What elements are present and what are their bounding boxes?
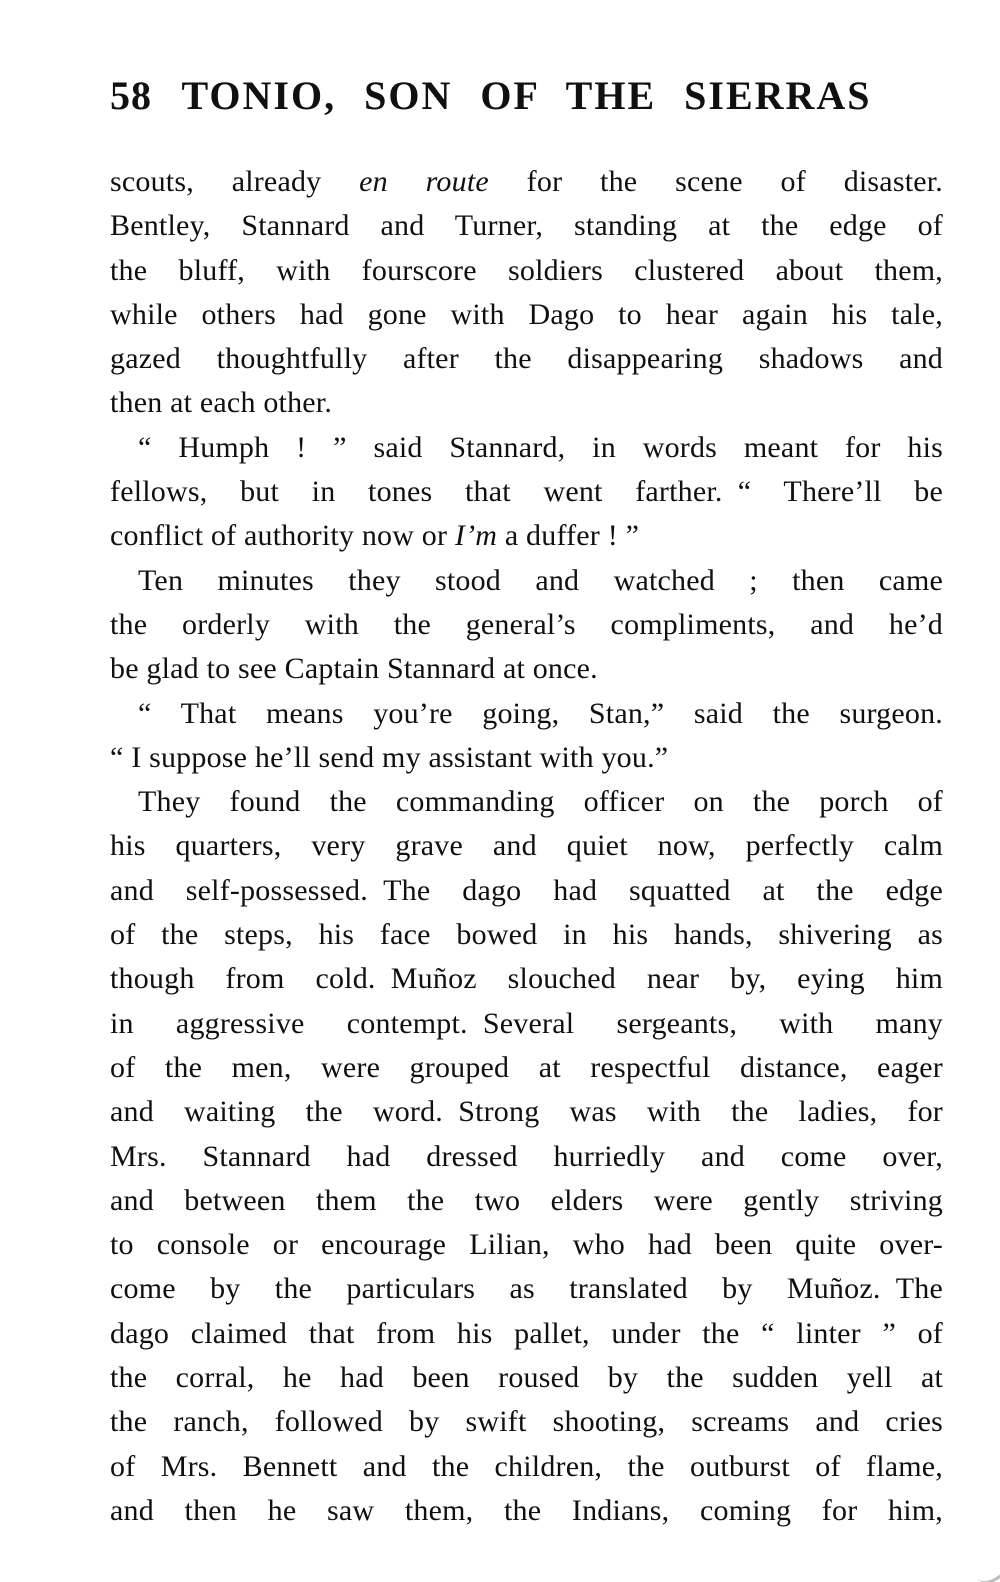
text-line	[110, 736, 943, 780]
text-segment: of Mrs. Bennett and the children, the outburst of flame,	[110, 1449, 943, 1483]
text-line	[110, 514, 943, 558]
text-segment: in aggressive contempt. Several sergeants, with many	[110, 1006, 943, 1040]
text-segment: come by the particulars as translated by Muñoz. The	[110, 1272, 943, 1306]
text-line	[110, 869, 943, 913]
text-segment: “ That means you’re going, Stan,” said the surgeon.	[138, 696, 943, 730]
text-line	[110, 1400, 943, 1444]
text-segment: conflict of authority now or	[110, 519, 455, 553]
text-segment: gazed thoughtfully after the disappearing shadows and	[110, 342, 943, 376]
text-line	[110, 780, 943, 824]
page-number: 58	[110, 73, 152, 118]
text-line	[110, 1090, 943, 1134]
text-line	[110, 1356, 943, 1400]
body-text	[110, 160, 943, 1533]
text-line	[110, 957, 943, 1001]
text-line	[110, 1002, 943, 1046]
text-segment: for the scene of disaster.	[488, 165, 943, 198]
text-segment: Mrs. Stannard had dressed hurriedly and come over,	[110, 1139, 943, 1173]
text-line	[110, 160, 943, 204]
text-line	[110, 692, 943, 736]
text-segment: a duffer ! ”	[497, 519, 640, 553]
text-segment: Bentley, Stannard and Turner, standing at the edge of	[110, 209, 943, 243]
text-segment: the bluff, with fourscore soldiers clustered about them,	[110, 253, 943, 287]
italic-text-segment: en route	[359, 165, 489, 198]
text-segment: dago claimed that from his pallet, under the “ linter ” of	[110, 1316, 943, 1350]
text-segment: though from cold. Muñoz slouched near by, eying him	[110, 962, 943, 996]
text-line	[110, 337, 943, 381]
text-line	[110, 470, 943, 514]
text-segment: Ten minutes they stood and watched ; then came	[138, 563, 943, 597]
text-segment: “ Humph ! ” said Stannard, in words meant for his	[138, 430, 943, 464]
scan-artifact-mark	[973, 1555, 1000, 1582]
text-segment: the ranch, followed by swift shooting, screams and cries	[110, 1405, 943, 1439]
text-segment: then at each other.	[110, 386, 333, 420]
text-segment: of the steps, his face bowed in his hands, shivering as	[110, 918, 943, 952]
text-line	[110, 1223, 943, 1267]
text-line	[110, 1489, 943, 1533]
text-line	[110, 603, 943, 647]
text-line	[110, 1179, 943, 1223]
text-segment: and self-possessed. The dago had squatted at the edge	[110, 873, 943, 907]
text-line	[110, 1312, 943, 1356]
text-segment: to console or encourage Lilian, who had been quite over-	[110, 1228, 943, 1262]
text-line	[110, 559, 943, 603]
text-line	[110, 913, 943, 957]
text-segment: scouts, already	[110, 165, 360, 198]
text-line	[110, 1267, 943, 1311]
text-segment: and then he saw them, the Indians, coming for him,	[110, 1493, 943, 1527]
text-line	[110, 1445, 943, 1489]
text-line	[110, 249, 943, 293]
text-segment: his quarters, very grave and quiet now, perfectly calm	[110, 829, 943, 863]
page-header	[110, 72, 943, 120]
text-line	[110, 293, 943, 337]
text-line	[110, 647, 943, 691]
text-segment: while others had gone with Dago to hear again his tale,	[110, 297, 943, 331]
text-segment: the orderly with the general’s compliments, and he’d	[110, 607, 943, 641]
text-segment: the corral, he had been roused by the sudden yell at	[110, 1361, 943, 1395]
text-segment: and waiting the word. Strong was with the ladies, for	[110, 1095, 943, 1129]
italic-text-segment: I’m	[454, 519, 498, 553]
text-line	[110, 426, 943, 470]
text-line	[110, 824, 943, 868]
text-line	[110, 204, 943, 248]
text-segment: of the men, were grouped at respectful distance, eager	[110, 1050, 943, 1084]
text-segment: fellows, but in tones that went farther. “ There’ll be	[110, 475, 943, 509]
text-line	[110, 1135, 943, 1179]
text-line	[110, 381, 943, 425]
text-line	[110, 1046, 943, 1090]
text-segment: and between them the two elders were gently striving	[110, 1183, 943, 1217]
text-segment: “ I suppose he’ll send my assistant with you.”	[110, 740, 669, 774]
text-segment: They found the commanding officer on the porch of	[138, 785, 943, 819]
text-segment: be glad to see Captain Stannard at once.	[110, 652, 598, 686]
running-title: TONIO, SON OF THE SIERRAS	[181, 73, 872, 118]
